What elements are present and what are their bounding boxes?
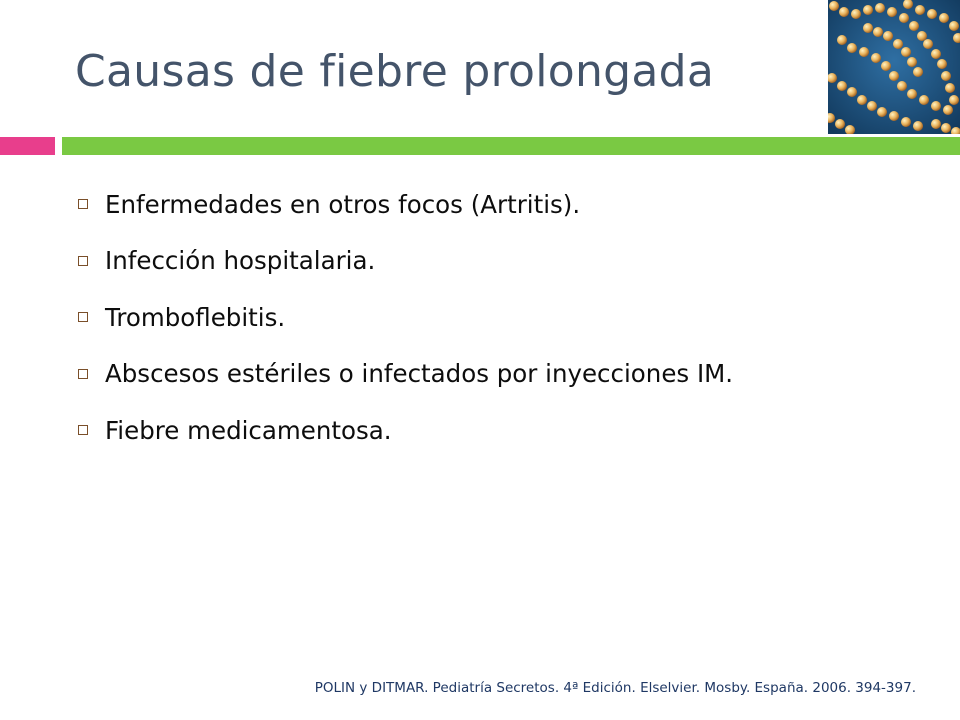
coccus-cell — [829, 1, 839, 11]
square-bullet-icon — [78, 425, 88, 435]
coccus-cell — [919, 95, 929, 105]
coccus-cell — [875, 3, 885, 13]
accent-bar-pink — [0, 137, 55, 155]
coccus-cell — [945, 83, 955, 93]
coccus-cell — [837, 35, 847, 45]
coccus-cell — [909, 21, 919, 31]
square-bullet-icon — [78, 369, 88, 379]
coccus-cell — [887, 7, 897, 17]
list-item-text: Enfermedades en otros focos (Artritis). — [105, 189, 581, 219]
coccus-cell — [939, 13, 949, 23]
coccus-cell — [899, 13, 909, 23]
list-item-text: Tromboflebitis. — [105, 302, 286, 332]
coccus-cell — [873, 27, 883, 37]
square-bullet-icon — [78, 256, 88, 266]
citation-text: POLIN y DITMAR. Pediatría Secretos. 4ª Edición. Elselvier. Mosby. España. 2006. 394-397. — [314, 680, 916, 696]
coccus-cell — [901, 117, 911, 127]
list-item — [78, 233, 733, 290]
coccus-cell — [847, 87, 857, 97]
coccus-cell — [917, 31, 927, 41]
list-item — [78, 346, 733, 403]
coccus-cell — [851, 9, 861, 19]
coccus-cell — [901, 47, 911, 57]
coccus-cell — [907, 89, 917, 99]
coccus-cell — [835, 119, 845, 129]
coccus-cell — [893, 39, 903, 49]
accent-bar-green — [62, 137, 960, 155]
list-item-text: Infección hospitalaria. — [105, 246, 376, 276]
coccus-cell — [913, 121, 923, 131]
coccus-cell — [889, 111, 899, 121]
coccus-cell — [881, 61, 891, 71]
coccus-cell — [941, 123, 951, 133]
coccus-cell — [941, 71, 951, 81]
coccus-cell — [931, 49, 941, 59]
coccus-cell — [923, 39, 933, 49]
list-item — [78, 289, 733, 346]
coccus-cell — [913, 67, 923, 77]
list-item-text: Fiebre medicamentosa. — [105, 415, 392, 445]
square-bullet-icon — [78, 312, 88, 322]
coccus-cell — [943, 105, 953, 115]
square-bullet-icon — [78, 199, 88, 209]
slide-title: Causas de fiebre prolongada — [75, 46, 715, 97]
coccus-cell — [877, 107, 887, 117]
coccus-cell — [949, 21, 959, 31]
coccus-cell — [889, 71, 899, 81]
coccus-cell — [949, 95, 959, 105]
coccus-cell — [867, 101, 877, 111]
coccus-cell — [857, 95, 867, 105]
coccus-cell — [931, 101, 941, 111]
coccus-cell — [897, 81, 907, 91]
bullet-list — [78, 176, 733, 459]
coccus-cell — [863, 23, 873, 33]
coccus-cell — [927, 9, 937, 19]
coccus-cell — [863, 5, 873, 15]
coccus-cell — [937, 59, 947, 69]
coccus-cell — [837, 81, 847, 91]
coccus-cell — [907, 57, 917, 67]
coccus-cell — [839, 7, 849, 17]
coccus-cell — [871, 53, 881, 63]
coccus-cell — [847, 43, 857, 53]
coccus-cell — [915, 5, 925, 15]
coccus-cell — [931, 119, 941, 129]
bacteria-micrograph-image — [828, 0, 960, 134]
coccus-cell — [859, 47, 869, 57]
coccus-cell — [883, 31, 893, 41]
list-item — [78, 402, 733, 459]
list-item-text: Abscesos estériles o infectados por inyecciones IM. — [105, 359, 734, 389]
list-item — [78, 176, 733, 233]
